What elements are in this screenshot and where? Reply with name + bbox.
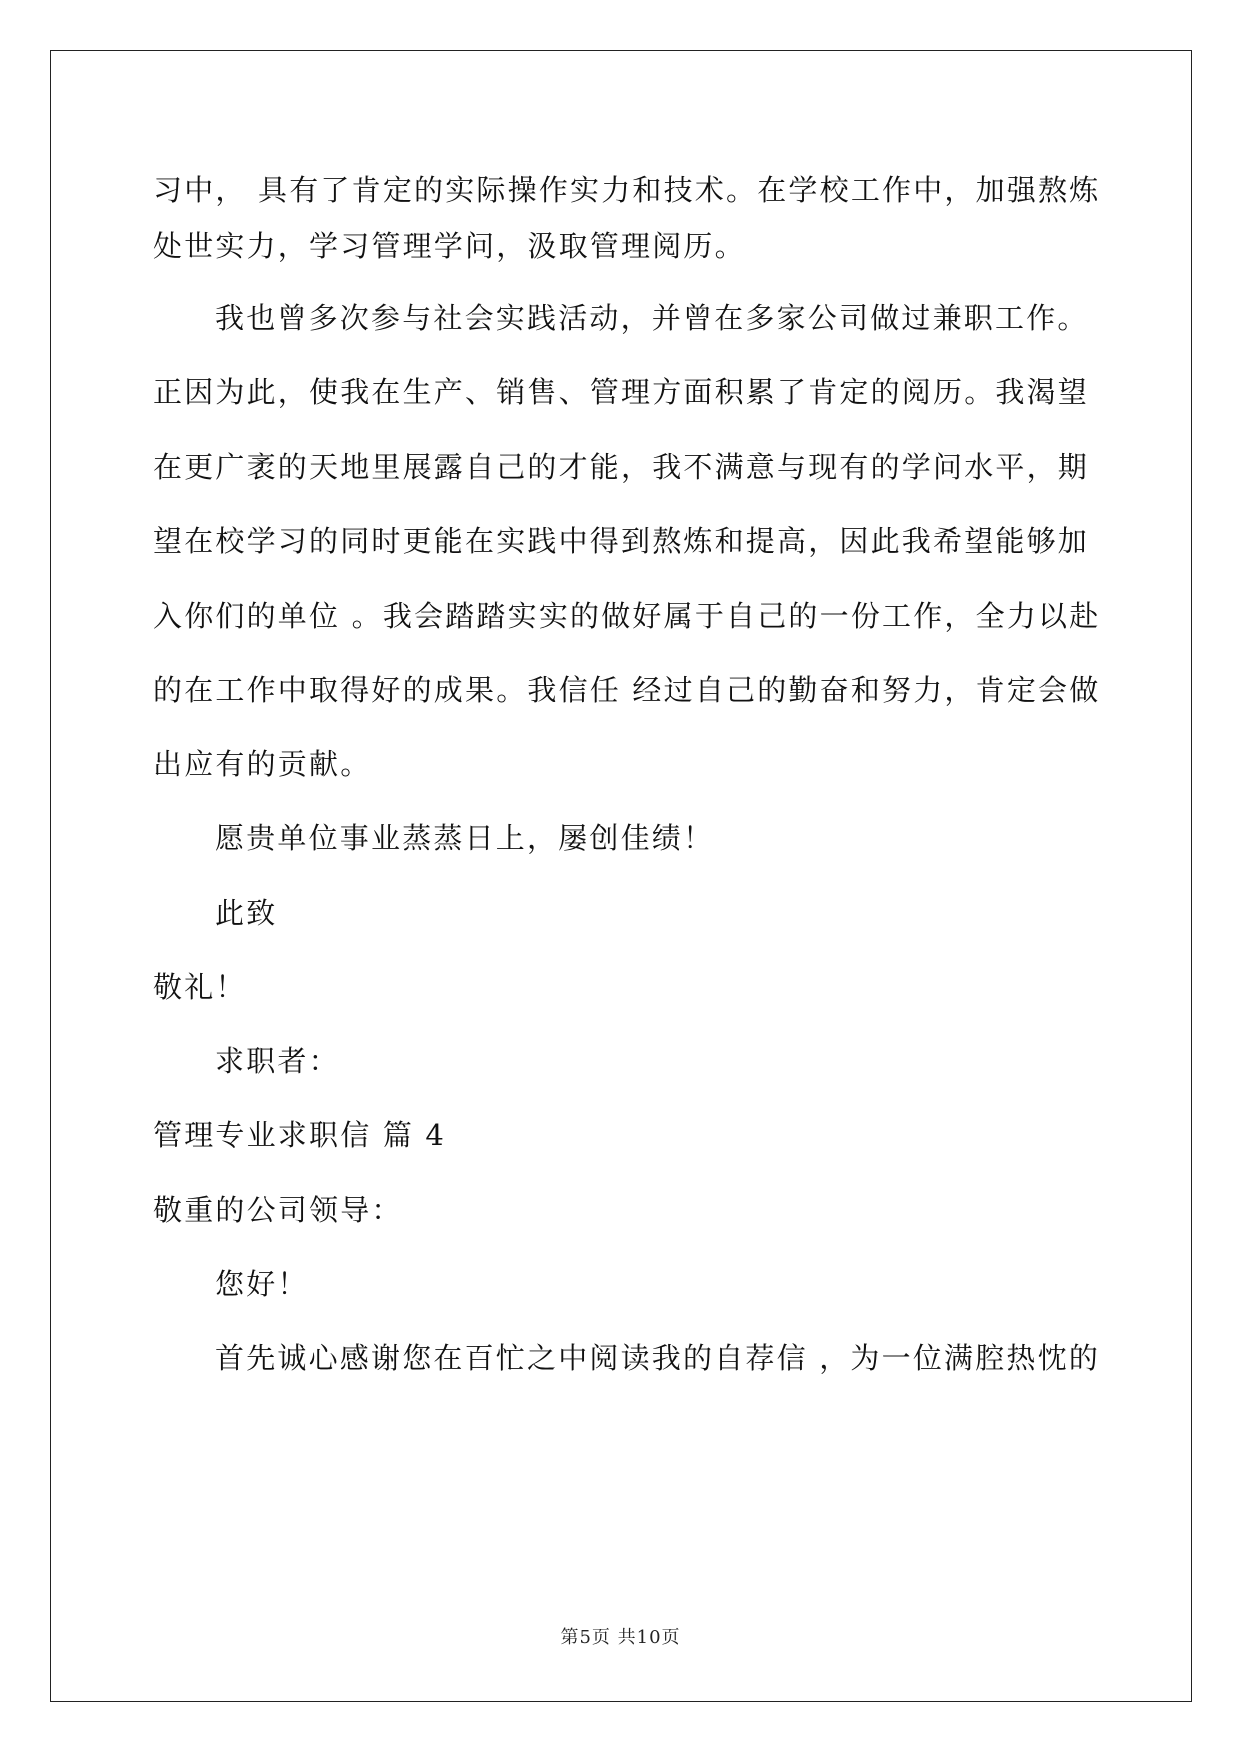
text-line: 习中， 具有了肯定的实际操作实力和技术。在学校工作中，加强熬炼: [153, 173, 1101, 207]
text-line: 的在工作中取得好的成果。我信任 经过自己的勤奋和努力，肯定会做: [153, 673, 1101, 707]
text-line: 敬礼！: [153, 970, 247, 1004]
text-line: 处世实力，学习管理学问，汲取管理阅历。: [153, 229, 746, 263]
text-line: 入你们的单位 。我会踏踏实实的做好属于自己的一份工作，全力以赴: [153, 599, 1101, 633]
text-line: 望在校学习的同时更能在实践中得到熬炼和提高，因此我希望能够加: [153, 524, 1090, 558]
text-line: 求职者：: [215, 1044, 340, 1078]
text-line: 我也曾多次参与社会实践活动，并曾在多家公司做过兼职工作。: [215, 301, 1089, 335]
text-line: 敬重的公司领导：: [153, 1193, 403, 1227]
text-line: 在更广袤的天地里展露自己的才能，我不满意与现有的学问水平，期: [153, 450, 1090, 484]
text-line: 正因为此，使我在生产、销售、管理方面积累了肯定的阅历。我渴望: [153, 375, 1090, 409]
page-number-footer: 第5页 共10页: [560, 1627, 681, 1648]
text-line: 管理专业求职信 篇 4: [153, 1118, 447, 1152]
text-line: 您好！: [215, 1267, 309, 1301]
text-line: 出应有的贡献。: [153, 747, 372, 781]
text-line: 首先诚心感谢您在百忙之中阅读我的自荐信 ，为一位满腔热忱的: [215, 1341, 1101, 1375]
text-line: 此致: [215, 896, 278, 930]
text-line: 愿贵单位事业蒸蒸日上，屡创佳绩！: [215, 821, 715, 855]
